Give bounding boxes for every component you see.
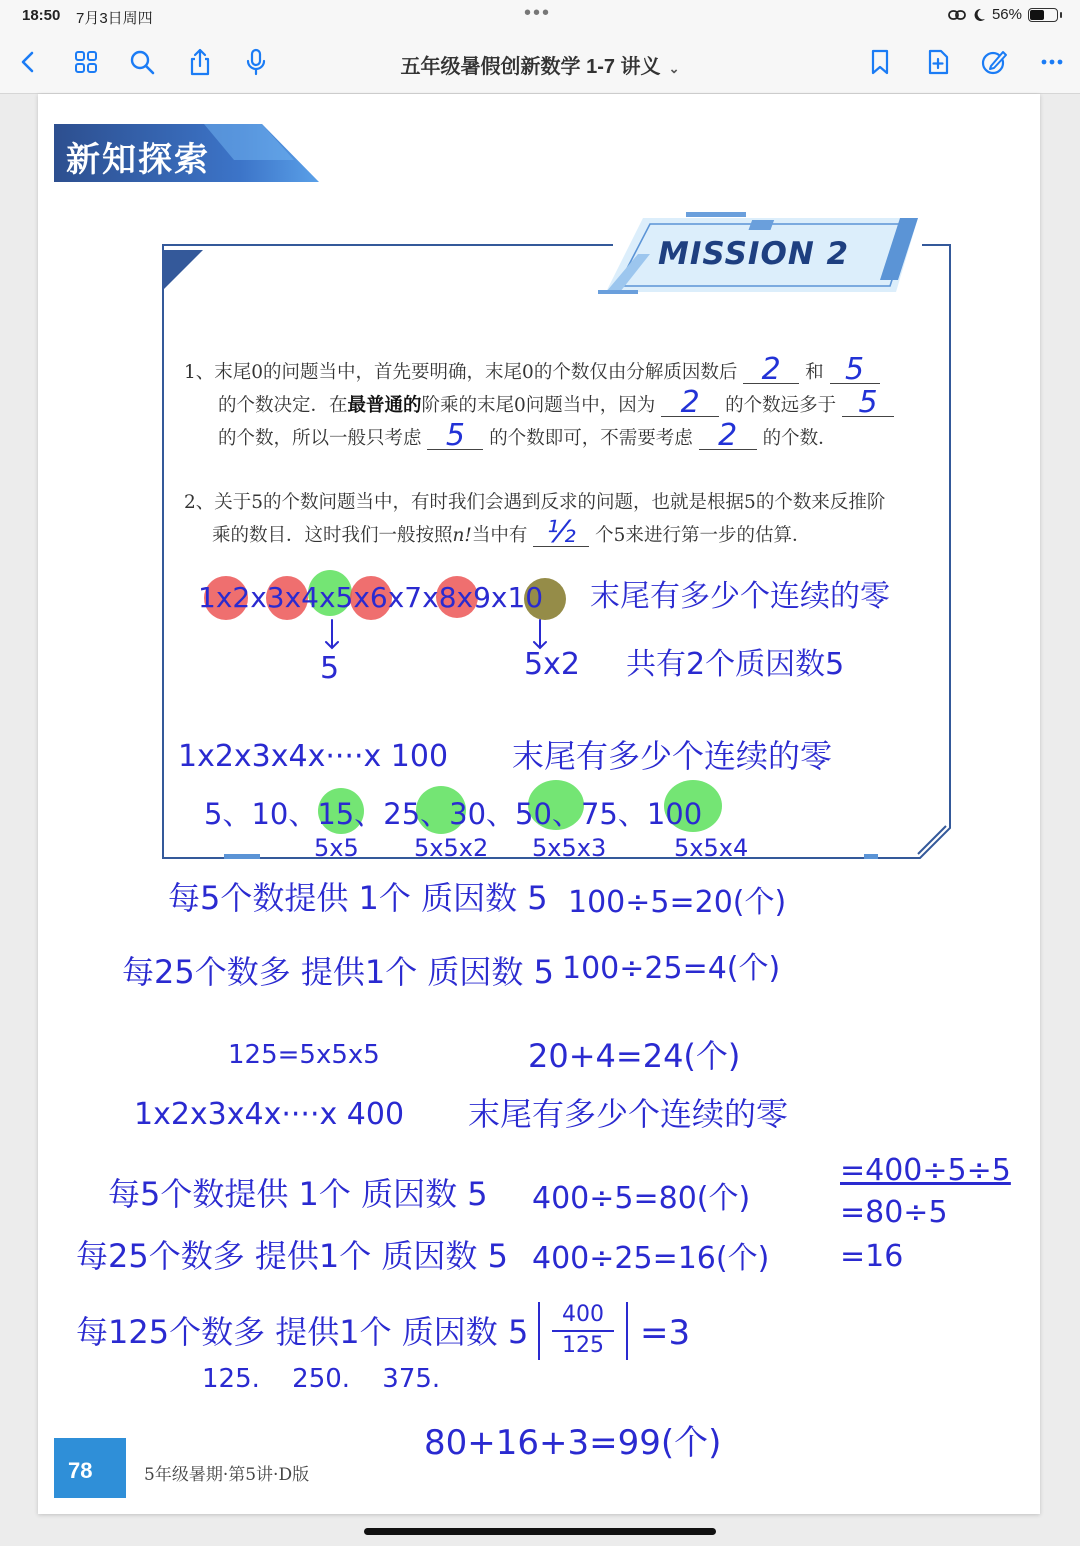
handwriting-total: 80+16+3=99(个) [424, 1423, 722, 1463]
status-bar [0, 0, 1080, 32]
answer-blank[interactable] [830, 352, 880, 387]
handwriting-side-3: =16 [840, 1239, 904, 1274]
toolbar [0, 32, 1080, 94]
question-1-line-3 [218, 418, 837, 453]
handwriting-sum: 20+4=24(个) [528, 1037, 741, 1075]
multitask-dots-icon[interactable]: ••• [524, 2, 552, 24]
handwriting-five: 5 [320, 651, 340, 686]
handwriting-note: 末尾有多少个连续的零 [512, 737, 833, 775]
section-title: 新知探索 [66, 140, 210, 180]
add-page-icon[interactable] [922, 46, 954, 78]
status-indicators [948, 6, 1062, 23]
question-2-line-2 [212, 515, 811, 550]
bookmark-icon[interactable] [864, 46, 896, 78]
fraction-denominator: 125 [562, 1333, 604, 1358]
handwriting-multiples: 5、10、15、25、30、50、75、100 [204, 797, 703, 831]
status-time: 18:50 [22, 7, 61, 24]
q1-bold-text: 最普通的 [347, 395, 422, 416]
q1-text-3a: 的个数，所以一般只考虑 [218, 428, 422, 449]
handwriting-line-8: 1x2x3x4x····x 400 [134, 1097, 405, 1132]
handwriting-125: 125=5x5x5 [228, 1040, 380, 1070]
q1-text-2c: 的个数远多于 [725, 395, 837, 416]
q2-text-2b: 当中有 [471, 525, 528, 546]
question-number: 1、 [184, 362, 215, 383]
answer-blank[interactable] [743, 352, 799, 387]
answer-blank[interactable] [661, 385, 719, 420]
question-1-line-1 [184, 352, 880, 387]
arrow-icon [322, 618, 642, 654]
handwriting-line-6: 每25个数多 提供1个 质因数 5 [122, 953, 554, 991]
handwriting-line-10: 每25个数多 提供1个 质因数 5 [76, 1237, 508, 1275]
moon-icon [972, 8, 986, 22]
answer-blank[interactable] [842, 385, 894, 420]
handwriting-5x2: 5x2 [524, 647, 580, 682]
q2-text-2a: 乘的数目．这时我们一般按照 [212, 525, 453, 546]
q1-text-2a: 的个数决定．在 [218, 395, 348, 416]
q1-text-2b: 阶乘的末尾0问题当中，因为 [421, 395, 656, 416]
handwriting-calc: 400÷25=16(个) [532, 1241, 770, 1276]
handwritten-answer: 2 [761, 352, 781, 387]
handwriting-factor: 5x5x3 [532, 834, 607, 862]
answer-blank[interactable] [533, 515, 589, 550]
handwriting-note: 共有2个质因数5 [626, 647, 845, 682]
handwriting-calc: 400÷5=80(个) [532, 1181, 751, 1216]
battery-icon [1028, 8, 1058, 22]
handwriting-line-9: 每5个数提供 1个 质因数 5 [108, 1175, 488, 1213]
handwriting-factor: 5x5x2 [414, 834, 489, 862]
home-indicator[interactable] [364, 1528, 716, 1535]
handwriting-calc: 100÷25=4(个) [562, 951, 781, 986]
status-date: 7月3日周四 [76, 10, 153, 27]
question-number: 2、 [184, 492, 215, 513]
q1-text-3c: 的个数． [762, 428, 837, 449]
handwritten-answer: 5 [445, 418, 465, 453]
handwriting-side-2: =80÷5 [840, 1195, 948, 1230]
document-title[interactable]: 五年级暑假创新数学 1-7 讲义 ⌄ [400, 56, 680, 78]
handwriting-line-1: 1x2x3x4x5x6x7x8x9x10 [198, 581, 544, 614]
page-number: 78 [68, 1458, 93, 1483]
question-2-line-1 [184, 488, 885, 514]
handwritten-answer: 5 [844, 352, 865, 387]
handwriting-line-3: 1x2x3x4x····x 100 [178, 739, 449, 774]
handwritten-answer: 2 [680, 385, 700, 420]
handwriting-note: 末尾有多少个连续的零 [468, 1095, 789, 1133]
handwriting-125-multiples: 125. 250. 375. [202, 1364, 441, 1394]
handwriting-note: 末尾有多少个连续的零 [590, 579, 890, 614]
q1-text-3b: 的个数即可，不需要考虑 [489, 428, 693, 449]
handwriting-factor: 5x5x4 [674, 834, 749, 862]
document-page[interactable] [38, 94, 1040, 1514]
q2-text-1: 关于5的个数问题当中，有时我们会遇到反求的问题，也就是根据5的个数来反推阶 [214, 492, 886, 513]
q2-text-2c: 个5来进行第一步的估算． [595, 525, 811, 546]
q1-text-1: 末尾0的问题当中，首先要明确，末尾0的个数仅由分解质因数后 [214, 362, 738, 383]
handwriting-floor-result: =3 [640, 1313, 691, 1353]
edition-label: 5年级暑期·第5讲·D版 [144, 1465, 310, 1485]
handwriting-side-1: =400÷5÷5 [840, 1153, 1011, 1188]
n-factorial: n! [452, 525, 472, 546]
mission-label: MISSION 2 [658, 236, 850, 272]
q1-and: 和 [805, 362, 824, 383]
floor-bracket [538, 1302, 628, 1360]
answer-blank[interactable] [699, 418, 757, 453]
markup-icon[interactable] [978, 46, 1010, 78]
fraction-numerator: 400 [562, 1302, 604, 1327]
question-1-line-2 [218, 385, 894, 420]
handwritten-answer: 5 [858, 385, 878, 420]
link-icon [948, 9, 966, 21]
chevron-down-icon[interactable]: ⌄ [668, 61, 680, 76]
handwritten-answer: ½ [546, 515, 576, 550]
handwriting-calc: 100÷5=20(个) [568, 885, 787, 920]
fraction-bar [552, 1330, 614, 1332]
handwriting-factor: 5x5 [314, 834, 359, 862]
more-icon[interactable] [1036, 46, 1068, 78]
handwriting-line-5: 每5个数提供 1个 质因数 5 [168, 879, 548, 917]
answer-blank[interactable] [427, 418, 483, 453]
battery-percent: 56% [991, 6, 1022, 23]
handwriting-line-11: 每125个数多 提供1个 质因数 5 [76, 1313, 529, 1351]
handwritten-answer: 2 [718, 418, 738, 453]
